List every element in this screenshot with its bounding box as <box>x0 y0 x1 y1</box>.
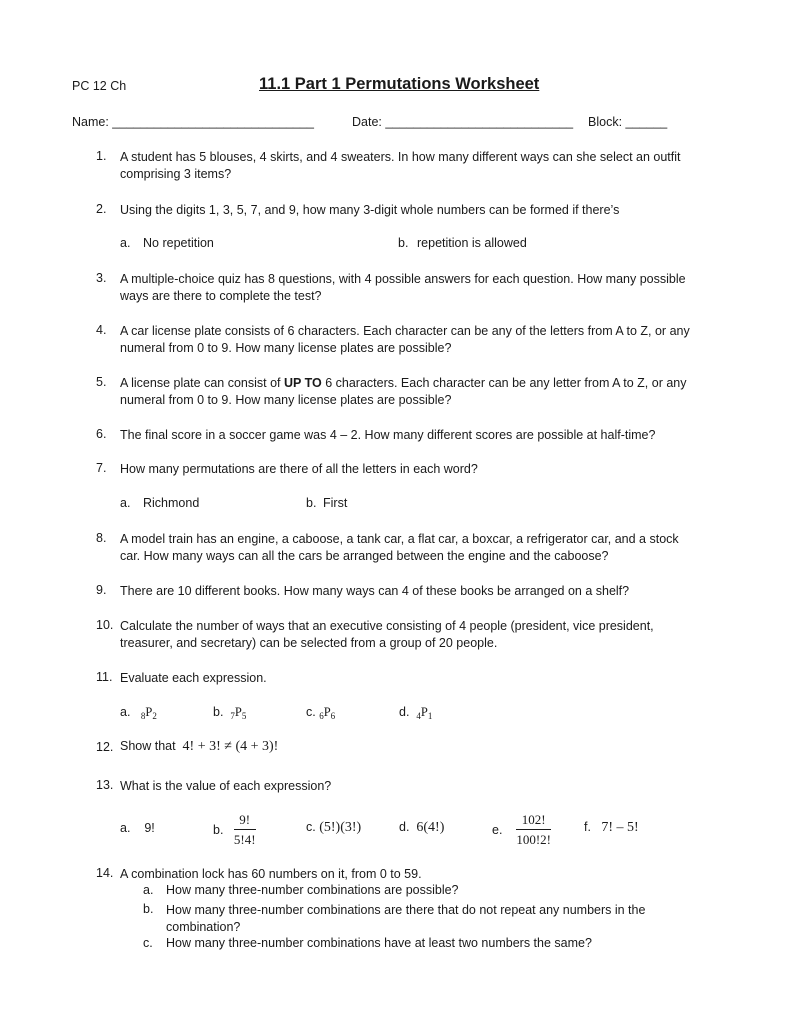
q4-number: 4. <box>96 323 107 337</box>
q11-part-b <box>213 705 246 720</box>
q4-line2: numeral from 0 to 9. How many license plates are possible? <box>120 341 452 355</box>
q5-text <box>120 375 687 409</box>
q11-part-b-p: P <box>234 705 242 719</box>
q11-part-c-n: 6 <box>319 711 324 721</box>
q13-part-d-label: d. <box>399 820 410 834</box>
q13-part-c-label: c. <box>306 820 316 834</box>
q13-part-f-label: f. <box>584 820 591 834</box>
q13-part-b-numerator: 9! <box>234 812 256 830</box>
q5-emphasis: UP TO <box>283 376 322 390</box>
q11-part-a-label: a. <box>120 705 131 719</box>
q14-part-a-text: How many three-number combinations are possible? <box>166 883 459 897</box>
q11-number: 11. <box>96 670 113 684</box>
q1-number: 1. <box>96 149 107 163</box>
q14-number: 14. <box>96 866 114 880</box>
q14-part-c-text: How many three-number combinations have at least two numbers the same? <box>166 936 592 950</box>
q14-part-c-label: c. <box>143 936 153 950</box>
block-field: Block: ______ <box>588 115 668 129</box>
q2-part-b-label: b. <box>398 236 409 250</box>
q11-part-d-label: d. <box>399 705 410 719</box>
q14-text: A combination lock has 60 numbers on it, from 0 to 59. <box>120 867 422 881</box>
q3-line2: ways are there to complete the test? <box>120 289 322 303</box>
q8-text <box>120 531 679 565</box>
q13-part-c-expr: (5!)(3!) <box>319 820 362 835</box>
q2-number: 2. <box>96 202 107 216</box>
q11-part-b-r: 5 <box>241 711 247 721</box>
q13-part-e-numerator: 102! <box>516 812 551 830</box>
q11-part-b-n: 7 <box>230 711 235 721</box>
q9-text: There are 10 different books. How many ways can 4 of these books be arranged on a shelf? <box>120 584 630 598</box>
q6-text: The final score in a soccer game was 4 – 2. How many different scores are possible at half-time? <box>120 428 656 442</box>
q10-text <box>120 618 654 652</box>
q5-pre: A license plate can consist of <box>120 376 284 390</box>
date-field: Date: ___________________________ <box>352 115 574 129</box>
q11-part-a-n: 8 <box>140 711 146 721</box>
name-field: Name: _____________________________ <box>72 115 314 129</box>
q13-part-b-fraction <box>234 812 256 848</box>
q3-line1: A multiple-choice quiz has 8 questions, with 4 possible answers for each question. How many possible <box>120 272 686 286</box>
q13-part-b-denominator: 5!4! <box>233 832 256 847</box>
q13-part-e-label: e. <box>492 823 503 837</box>
q13-part-f-expr: 7! – 5! <box>601 820 639 835</box>
q11-part-c <box>306 705 335 720</box>
q12-number: 12. <box>96 740 114 754</box>
q8-number: 8. <box>96 531 107 545</box>
q11-part-d-r: 1 <box>427 711 433 721</box>
q11-part-b-label: b. <box>213 705 224 719</box>
q10-line1: Calculate the number of ways that an executive consisting of 4 people (president, vice president, <box>120 619 654 633</box>
q6-number: 6. <box>96 427 107 441</box>
q12-label: Show that <box>120 739 176 753</box>
q13-text: What is the value of each expression? <box>120 779 332 793</box>
q13-number: 13. <box>96 778 114 792</box>
q13-part-a-label: a. <box>120 821 131 835</box>
q14-part-b-line1: How many three-number combinations are there that do not repeat any numbers in the <box>166 903 646 917</box>
q3-number: 3. <box>96 271 107 285</box>
q5-line2: numeral from 0 to 9. How many license plates are possible? <box>120 393 452 407</box>
q7-part-b-label: b. <box>306 496 317 510</box>
q5-line1 <box>120 375 687 392</box>
course-label: PC 12 Ch <box>72 79 127 93</box>
q12-text <box>120 738 278 755</box>
q13-part-e-fraction <box>516 812 551 848</box>
q11-part-c-label: c. <box>306 705 316 719</box>
q14-part-b-label: b. <box>143 902 154 916</box>
q13-part-e-denominator: 100!2! <box>516 832 552 847</box>
q4-line1: A car license plate consists of 6 characters. Each character can be any of the letters from A to Z, or any <box>120 324 690 338</box>
q10-number: 10. <box>96 618 114 632</box>
q8-line2: car. How many ways can all the cars be arranged between the engine and the caboose? <box>120 549 609 563</box>
q13-part-d-expr: 6(4!) <box>416 820 445 835</box>
q1-text <box>120 149 681 183</box>
q11-part-a <box>120 705 157 720</box>
q7-number: 7. <box>96 461 107 475</box>
q11-text: Evaluate each expression. <box>120 671 267 685</box>
q11-part-d-n: 4 <box>416 711 421 721</box>
q11-part-a-r: 2 <box>152 711 157 721</box>
q13-part-b <box>213 812 256 848</box>
worksheet-title: 11.1 Part 1 Permutations Worksheet <box>259 75 540 93</box>
q11-part-a-p: P <box>145 705 153 719</box>
q14-part-a-label: a. <box>143 883 154 897</box>
q1-line2: comprising 3 items? <box>120 167 232 181</box>
q14-part-b-text <box>166 902 645 936</box>
q12-expression: 4! + 3! ≠ (4 + 3)! <box>182 739 279 754</box>
q5-post: 6 characters. Each character can be any letter from A to Z, or any <box>321 376 687 390</box>
q13-part-a <box>120 821 155 835</box>
q1-line1: A student has 5 blouses, 4 skirts, and 4 sweaters. In how many different ways can she select an outfit <box>120 150 681 164</box>
q13-part-c <box>306 820 361 836</box>
q7-part-b-text: First <box>323 496 348 510</box>
q14-part-b-line2: combination? <box>166 920 241 934</box>
q13-part-d <box>399 820 444 836</box>
q7-part-a-text: Richmond <box>143 496 200 510</box>
q5-number: 5. <box>96 375 107 389</box>
q13-part-e <box>492 812 551 848</box>
q13-part-a-expr: 9! <box>144 821 155 835</box>
q9-number: 9. <box>96 583 107 597</box>
q11-part-d <box>399 705 432 720</box>
q13-part-f <box>584 820 639 836</box>
q10-line2: treasurer, and secretary) can be selected from a group of 20 people. <box>120 636 498 650</box>
q2-text: Using the digits 1, 3, 5, 7, and 9, how many 3-digit whole numbers can be formed if there’s <box>120 203 620 217</box>
q7-text: How many permutations are there of all the letters in each word? <box>120 462 478 476</box>
q3-text <box>120 271 686 305</box>
q7-part-a-label: a. <box>120 496 131 510</box>
q11-part-c-r: 6 <box>330 711 336 721</box>
q11-part-d-p: P <box>420 705 428 719</box>
q2-part-a-label: a. <box>120 236 131 250</box>
q2-part-a-text: No repetition <box>143 236 214 250</box>
q2-part-b-text: repetition is allowed <box>417 236 527 250</box>
q11-part-c-p: P <box>323 705 331 719</box>
q13-part-b-label: b. <box>213 823 224 837</box>
q8-line1: A model train has an engine, a caboose, a tank car, a flat car, a boxcar, a refrigerator car, and a stock <box>120 532 679 546</box>
q4-text <box>120 323 690 357</box>
